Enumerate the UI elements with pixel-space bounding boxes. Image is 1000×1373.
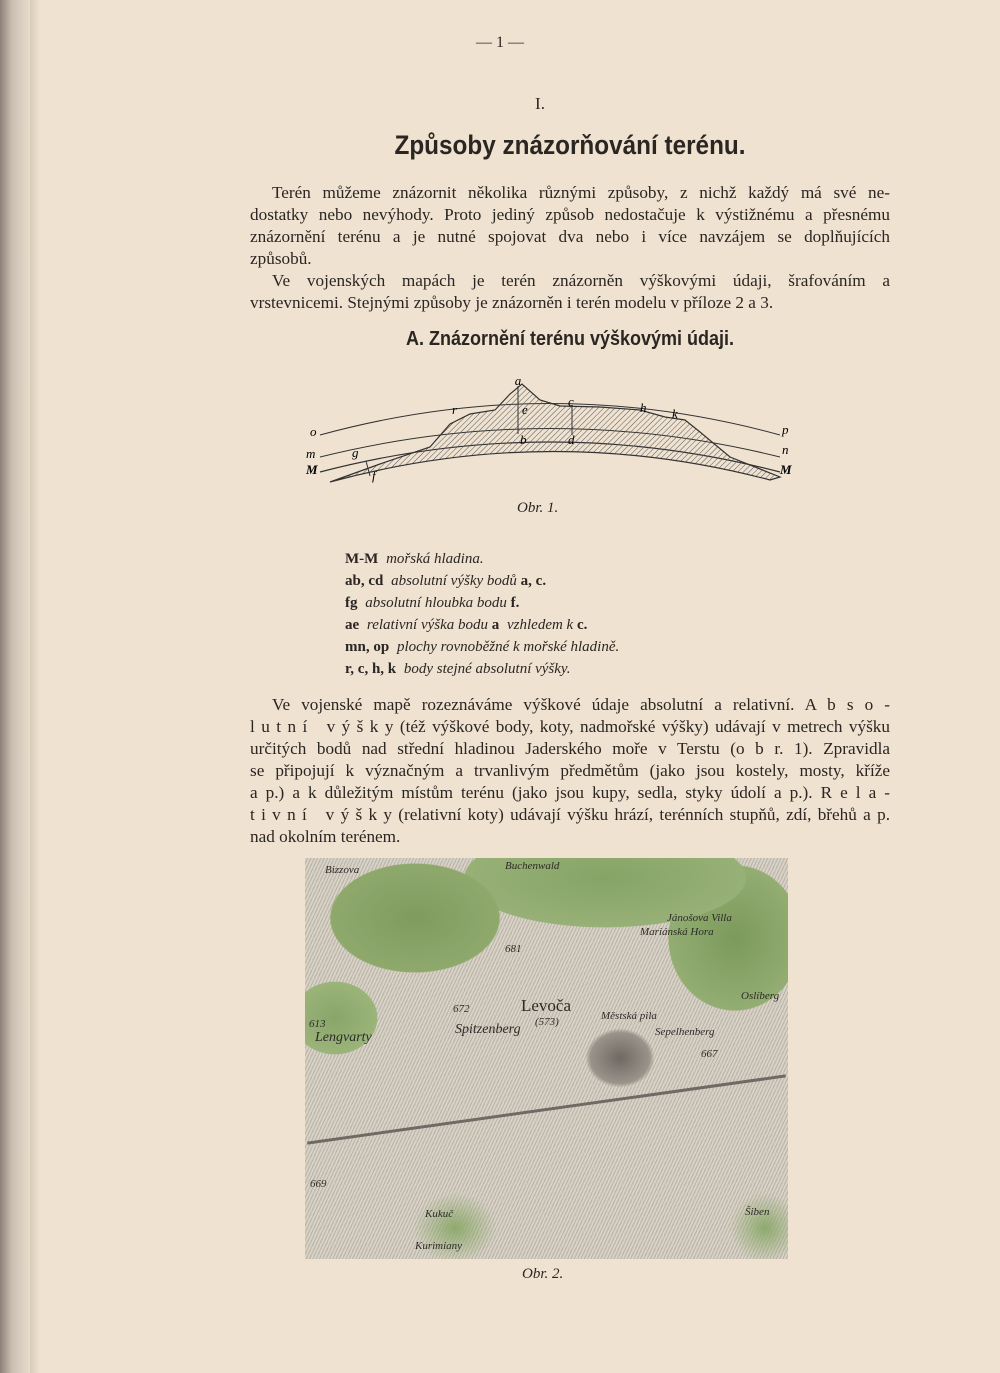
map-label: Spitzenberg (455, 1022, 521, 1037)
label-m: m (306, 446, 316, 461)
map-label: Lengvarty (315, 1030, 372, 1045)
body-line: určitých bodů nad střední hladinou Jaderského moře v Terstu (o b r. 1). Zpravidla (250, 739, 890, 758)
map-town-levoca (585, 1028, 655, 1088)
map-label: Šiben (745, 1206, 770, 1218)
body-line: t i v n í v ý š k y (relativní koty) udávají výšku hrází, terénních stupňů, zdí, břehů a p. (250, 805, 890, 824)
label-d: d (568, 432, 575, 447)
map-label: 669 (310, 1178, 327, 1190)
label-p: p (782, 422, 789, 437)
intro-line: způsobů. (250, 249, 312, 268)
legend-item: M-M mořská hladina. (345, 551, 484, 567)
map-label: Oslíberg (741, 990, 780, 1002)
label-M-right: M (780, 462, 792, 477)
body-line: a p.) a k důležitým místům terénu (jako jsou kupy, sedla, styky údolí a p.). R e l a - (250, 783, 890, 802)
map-label: Mariánská Hora (640, 926, 714, 938)
page-title: Způsoby znázorňování terénu. (394, 130, 746, 160)
label-g: g (352, 445, 359, 460)
legend-item: fg absolutní hloubka bodu f. (345, 595, 520, 611)
map-label: Levoča (521, 996, 572, 1015)
label-o: o (310, 424, 317, 439)
intro-line: vrstevnicemi. Stejnými způsoby je znázorněn i terén modelu v příloze 2 a 3. (250, 293, 774, 312)
map-label: Sepelhenberg (655, 1026, 715, 1038)
body-line: nad okolním terénem. (250, 827, 401, 846)
label-r: r (452, 402, 458, 417)
terrain-profile (330, 384, 780, 482)
map-label: Kukuč (425, 1208, 454, 1220)
label-f: f (372, 468, 376, 483)
legend-item: ae relativní výška bodu a vzhledem k c. (345, 617, 588, 633)
chapter-number: I. (535, 94, 545, 113)
map-label: 681 (505, 943, 522, 955)
legend-item: mn, op plochy rovnoběžné k mořské hladině. (345, 639, 620, 655)
intro-line: znázornění terénu a je nutné spojovat dva nebo i více navzájem se doplňujících (250, 227, 890, 246)
label-c: c (568, 394, 574, 409)
figure-1-caption: Obr. 1. (517, 500, 559, 516)
label-n: n (782, 442, 789, 457)
map-label: 667 (701, 1048, 718, 1060)
body-line: se připojují k význačným a trvanlivým předmětům (jako jsou kostely, mosty, kříže (250, 761, 890, 780)
map-label: Městská pila (601, 1010, 657, 1022)
body-line: Ve vojenské mapě rozeznáváme výškové údaje absolutní a relativní. A b s o - (272, 695, 890, 714)
label-e: e (522, 402, 528, 417)
figure-1-legend (345, 548, 619, 680)
legend-item: ab, cd absolutní výšky bodů a, c. (345, 573, 547, 589)
map-label: Buchenwald (505, 860, 560, 872)
page-edge (30, 0, 40, 1373)
body-line: l u t n í v ý š k y (též výškové body, koty, nadmořské výšky) udávají v metrech výšku (250, 717, 890, 736)
page-binding-shadow (0, 0, 30, 1373)
section-title: A. Znázornění terénu výškovými údaji. (405, 328, 735, 350)
figure-2-caption: Obr. 2. (522, 1266, 564, 1282)
intro-line: Terén můžeme znázornit několika různými způsoby, z nichž každý má své ne- (272, 183, 890, 202)
map-label: 672 (453, 1003, 470, 1015)
map-river (307, 1074, 786, 1144)
label-a: a (514, 373, 522, 388)
map-label: 613 (309, 1018, 326, 1030)
label-k: k (672, 406, 678, 421)
map-label: (573) (535, 1016, 559, 1028)
map-label: Jánošova Villa (667, 912, 732, 924)
map-label: Kurimiany (415, 1240, 463, 1252)
intro-line: dostatky nebo nevýhody. Proto jediný způsob nedostačuje k výstižnému a přesnému (250, 205, 890, 224)
map-label: Bizzova (325, 864, 360, 876)
label-h: h (640, 400, 647, 415)
legend-item: r, c, h, k body stejné absolutní výšky. (345, 661, 571, 677)
figure-2-map (305, 858, 788, 1259)
figure-1-diagram (300, 372, 800, 497)
intro-line: Ve vojenských mapách je terén znázorněn výškovými údaji, šrafováním a (272, 271, 890, 290)
label-M-left: M (306, 462, 318, 477)
page-number: — 1 — (476, 34, 524, 51)
label-b: b (520, 432, 527, 447)
